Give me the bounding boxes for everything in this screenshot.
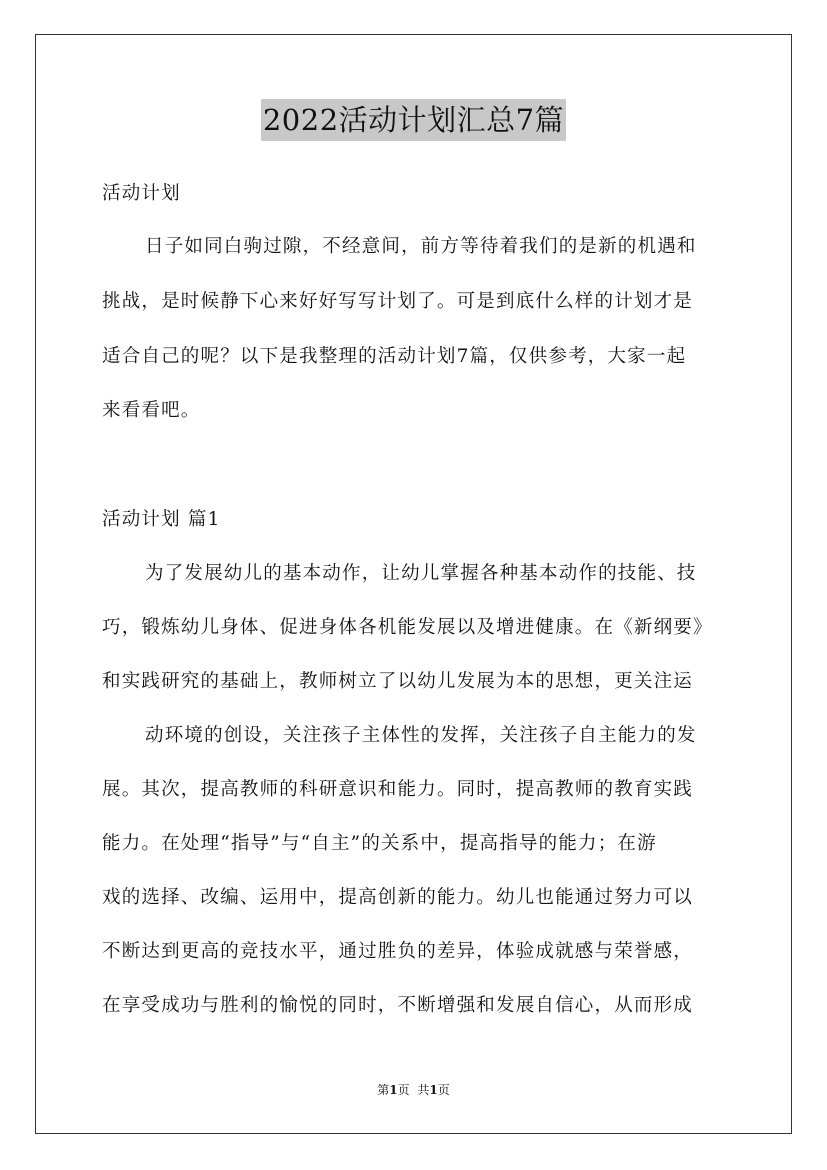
page-prefix: 第 — [377, 1083, 390, 1097]
intro-heading: 活动计划 — [102, 183, 181, 204]
paragraph-line: 巧，锻炼幼儿身体、促进身体各机能发展以及增进健康。在《新纲要》 — [102, 617, 713, 638]
document-title: 2022活动计划汇总7篇 — [261, 99, 566, 141]
total-suffix: 页 — [437, 1083, 450, 1097]
page-suffix: 页 — [397, 1083, 410, 1097]
paragraph-line: 能力。在处理“指导”与“自主”的关系中，提高指导的能力；在游 — [102, 833, 657, 854]
paragraph-line: 适合自己的呢？以下是我整理的活动计划7篇，仅供参考，大家一起 — [102, 346, 687, 367]
section-heading: 活动计划 篇1 — [102, 509, 221, 530]
paragraph-line: 日子如同白驹过隙，不经意间，前方等待着我们的是新的机遇和 — [145, 236, 697, 257]
title-container — [0, 99, 827, 141]
total-prefix: 共 — [417, 1083, 430, 1097]
paragraph-line: 在享受成功与胜利的愉悦的同时，不断增强和发展自信心，从而形成 — [102, 995, 694, 1016]
total-pages: 1 — [429, 1083, 438, 1097]
paragraph-line: 和实践研究的基础上，教师树立了以幼儿发展为本的思想，更关注运 — [102, 671, 694, 692]
paragraph-line: 挑战，是时候静下心来好好写写计划了。可是到底什么样的计划才是 — [102, 291, 694, 312]
page-footer — [0, 1082, 827, 1098]
paragraph-line: 戏的选择、改编、运用中，提高创新的能力。幼儿也能通过努力可以 — [102, 887, 694, 908]
paragraph-line: 展。其次，提高教师的科研意识和能力。同时，提高教师的教育实践 — [102, 779, 694, 800]
page-number: 1 — [389, 1083, 398, 1097]
paragraph-line: 来看看吧。 — [102, 400, 201, 421]
paragraph-line: 为了发展幼儿的基本动作，让幼儿掌握各种基本动作的技能、技 — [145, 563, 697, 584]
paragraph-line: 动环境的创设，关注孩子主体性的发挥，关注孩子自主能力的发 — [145, 725, 697, 746]
paragraph-line: 不断达到更高的竞技水平，通过胜负的差异，体验成就感与荣誉感， — [102, 941, 694, 962]
